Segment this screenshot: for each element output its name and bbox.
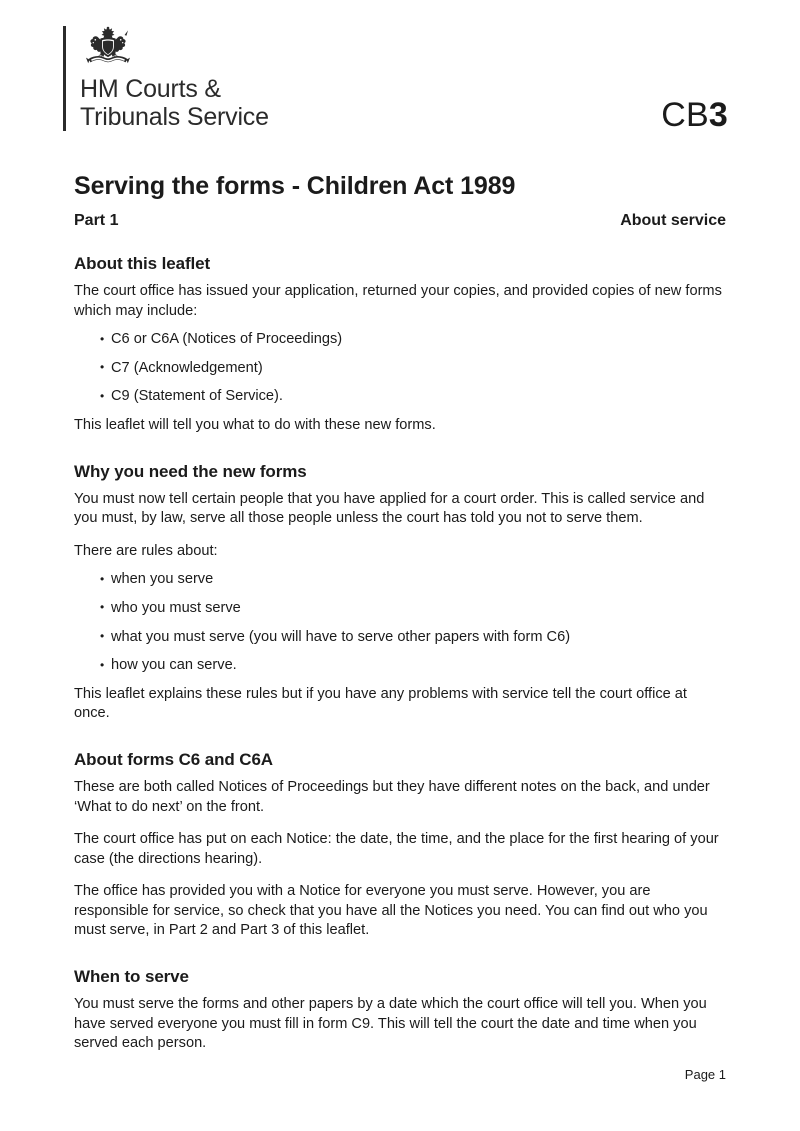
bullet-list bbox=[74, 570, 726, 675]
section-heading: Why you need the new forms bbox=[74, 461, 307, 481]
paragraph: This leaflet will tell you what to do with these new forms. bbox=[74, 416, 436, 433]
part-row bbox=[74, 211, 726, 231]
paragraph: The court office has issued your application, returned your copies, and provided copies of new forms which may include: bbox=[74, 283, 722, 319]
form-code-prefix: CB bbox=[661, 96, 709, 134]
masthead-vertical-rule bbox=[63, 26, 66, 131]
paragraph: The court office has put on each Notice: the date, the time, and the place for the first hearing of your case (the directions hearing). bbox=[74, 831, 719, 867]
paragraph: There are rules about: bbox=[74, 542, 218, 559]
bullet-item: • C7 (Acknowledgement) bbox=[100, 359, 726, 379]
section-heading: About forms C6 and C6A bbox=[74, 749, 273, 769]
hmcts-masthead bbox=[63, 26, 269, 131]
bullet-item: • C6 or C6A (Notices of Proceedings) bbox=[100, 330, 726, 350]
form-code bbox=[661, 96, 728, 134]
paragraph: You must now tell certain people that you have applied for a court order. This is called service and you must, by law, serve all those people unless the court has told you not to serve them. bbox=[74, 490, 705, 527]
brand-line-2: Tribunals Service bbox=[80, 103, 269, 131]
bullet-item: • who you must serve bbox=[100, 599, 726, 619]
paragraph: You must serve the forms and other papers by a date which the court office will tell you. When you have served everyone you must fill in form C9. This will tell the court the date and time when you served each person. bbox=[74, 996, 707, 1052]
bullet-item: • when you serve bbox=[100, 570, 726, 590]
page-title: Serving the forms - Children Act 1989 bbox=[74, 171, 516, 200]
paragraph: These are both called Notices of Proceedings but they have different notes on the back, and under ‘What to do next’ on the front. bbox=[74, 778, 710, 815]
part-label: Part 1 bbox=[74, 212, 119, 229]
royal-coat-of-arms-icon bbox=[80, 26, 136, 72]
paragraph: This leaflet explains these rules but if you have any problems with service tell the court office at once. bbox=[74, 685, 687, 722]
page-footer: Page 1 bbox=[684, 1067, 726, 1082]
masthead-body bbox=[80, 26, 269, 131]
section-heading: About this leaflet bbox=[74, 254, 211, 273]
form-code-number: 3 bbox=[708, 96, 728, 134]
bullet-item: • what you must serve (you will have to serve other papers with form C6) bbox=[100, 628, 726, 648]
section-heading: When to serve bbox=[74, 967, 189, 987]
bullet-item: • how you can serve. bbox=[100, 656, 726, 676]
bullet-item: • C9 (Statement of Service). bbox=[100, 387, 726, 407]
part-subject: About service bbox=[620, 212, 726, 229]
document-body bbox=[74, 253, 726, 1067]
bullet-list bbox=[74, 330, 726, 407]
brand-line-1: HM Courts & bbox=[80, 75, 221, 103]
paragraph: The office has provided you with a Notice for everyone you must serve. However, you are responsible for service, so check that you have all the Notices you need. You can find out who you must serve, in Part 2 and Part 3 of this leaflet. bbox=[74, 883, 708, 939]
